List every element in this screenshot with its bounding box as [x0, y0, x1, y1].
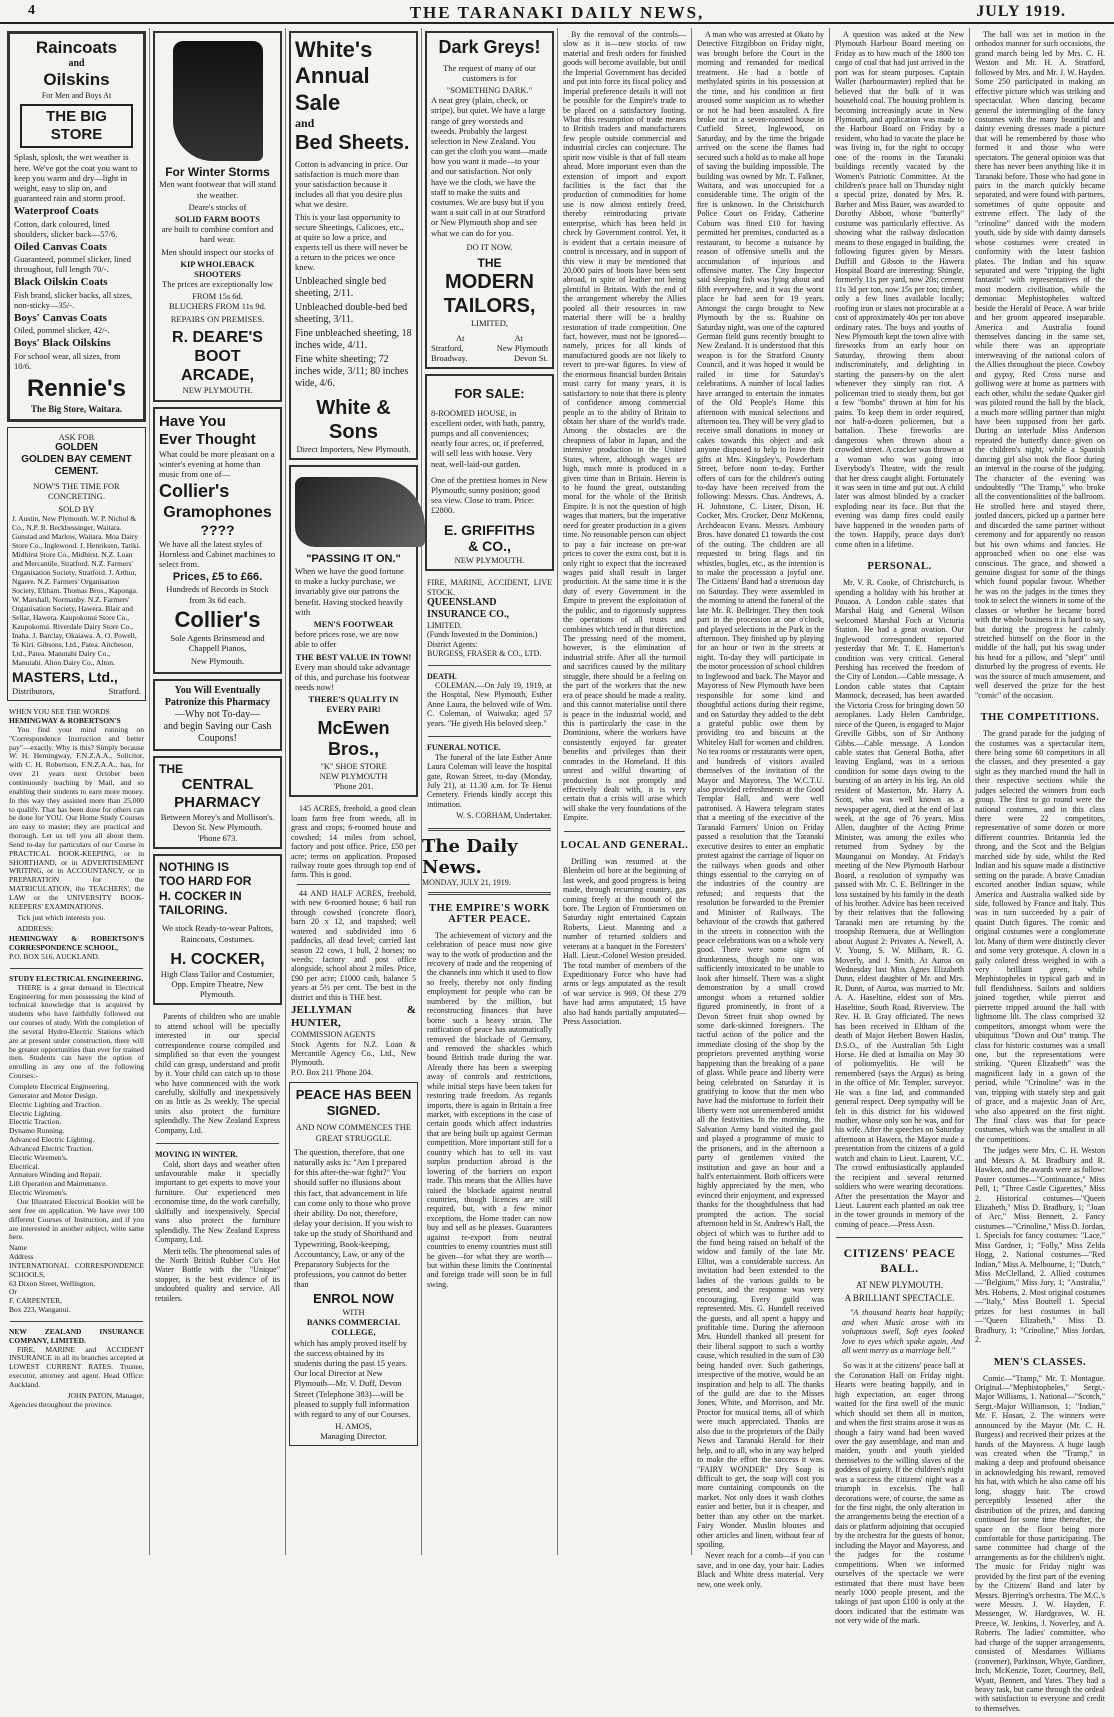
ad-text: We have all the latest styles of Hornless and Cabinet machines to select from.: [159, 539, 276, 570]
ad-text: Opp. Empire Theatre, New Plymouth.: [159, 979, 276, 999]
listing-text: 44 AND HALF ACRES, freehold, with new 6-roomed house; 6 bail run through cowshed (concrete floor), barn 20 x 12, and trapshed; well watered and subdivided into 6 paddocks, all dead level; carried last season 22 cows, 1 bull, 2 horses; no weeds; factory and post office alongside, school about 2 miles. Price, £90 per acre; £1000 cash, balance 5 years at 5½ per cent. The best in the district and this is THE best.: [291, 889, 416, 1002]
ad-text: 'Phone 673.: [159, 833, 276, 843]
ad-text: BURGESS, FRASER & CO., LTD.: [427, 649, 552, 658]
store-name: R. DEARE'S: [159, 328, 276, 347]
sale-item: Fine unbleached sheeting, 18 inches wide, 4/11.: [295, 328, 412, 352]
ad-title: Sale: [295, 90, 412, 116]
sale-item: Fine white sheeting; 72 inches wide, 3/11; 80 inches wide, 4/6.: [295, 354, 412, 390]
divider: [428, 665, 551, 666]
raincoat-item: [14, 241, 139, 275]
item-name: Waterproof Coats: [14, 205, 98, 217]
ad-text: Stratford,: [431, 343, 463, 353]
ad-text: Coupons!: [159, 733, 276, 745]
divider: [10, 968, 143, 969]
article-text: A question was asked at the New Plymouth Harbour Board meeting on Friday as to how much of the 1800 ton cargo of coal that had just arrived in the port was for steam purposes. Captain Waller (harbourmaster) replied that he believed that the bulk of it was household coal. The housing problem is becoming increasingly acute in New Plymouth, and application was made to the Harbour Board on Friday by a resident, who had to vacate the place he was living in, for the right to occupy one of the rooms in the Taranaki buildings recently vacated by the Women's Patriotic Committee. At the children's peace ball on Thursday night a special prize, donated by Mrs. R. Barber and Miss Bauer, was awarded to Dorothy Abbott, whose "butterfly" costume was particularly effective. As showing what the railway dislocation means to those engaged in building, the following figures given by Messrs. Duffill and Gibson to the Hawera Hospital Board are interesting: Shingle, formerly 11s per yard, now 20s; cement 11s 3d per ton, now 15s per ton; timber, only a few lines available locally; roofing iron or slates not procurable at a cost of approximately 40s per ton above ordinary rates. The boys and youths of New Plymouth kept the town alive with fireworks from an early hour on Saturday, throwing them about indiscriminately, and delighting in starting the passers-by on the alert whenever they simply ran riot. A policeman tried to steady them, but got a few "bombs" thrown at him for his pains. To keep them in order required, not half-a-dozen policemen, but a battalion. These fireworks are dangerous when thrown about a crowded street. A cracker was thrown at a woman who was going into Everybody's Theatre, with the result that her dress caught alight. Fortunately it was seen in time and put out. A child later was almost blinded by a cracker exploding near its face. But that the evening was damp fires could easily have happened in the wooden parts of the town. Happily, peace days don't come often in a lifetime.: [835, 30, 964, 549]
ad-product: KIP WHOLEBACK SHOOTERS: [159, 259, 276, 279]
college-name: BANKS COMMERCIAL COLLEGE,: [294, 1317, 413, 1337]
article-text: Never reach for a comb—if you can save, and in one day, your hair. Ladies Black and White dress material. Very new, one week only.: [697, 1551, 824, 1589]
item-desc: Guaranteed, pommel slicker, lined throughout, full length 70/-.: [14, 254, 139, 274]
editorial-continued: [558, 28, 691, 827]
ad-text: What could be more pleasant on a winter's evening at home than music from one of—: [159, 449, 276, 480]
ad-text: THERE is a great demand in Electrical Engineering for men possessing the kind of technical knowledge that is acquired by students who have faithfully followed out our courses of study. With the completion of the several Hydro-Electric Stations which are at present under construction, there will be greater opportunities than ever for trained men. Students can have the option of enrolling in any one of the following Courses:-: [9, 984, 144, 1081]
article-subhead: AT NEW PLYMOUTH.: [830, 1280, 969, 1290]
ad-text: Men want footwear that will stand the weather.: [159, 179, 276, 199]
ad-text: NEW PLYMOUTH: [295, 771, 412, 781]
store-name: ARCADE,: [159, 366, 276, 385]
raincoat-item: [14, 276, 139, 310]
column-7: [830, 28, 970, 1555]
column-8: [970, 28, 1110, 1555]
ad-title: NOTHING IS: [159, 860, 276, 874]
brand-name: Collier's: [159, 481, 276, 503]
article-heading: CITIZENS' PEACE BALL.: [830, 1246, 969, 1276]
ball-article: [830, 1359, 969, 1629]
ad-text: One of the prettiest homes in New Plymouth; sunny position; good sea view. Close to tram. Price: £2800.: [431, 475, 548, 516]
item-name: Boys' Canvas Coats: [14, 312, 107, 324]
ad-text: ADDRESS:: [9, 925, 144, 934]
ad-title: Patronize this Pharmacy: [159, 697, 276, 709]
store-name: BOOT: [159, 347, 276, 366]
item-name: Boys' Black Oilskins: [14, 337, 111, 349]
ad-text: and: [14, 58, 139, 70]
ad-title: TAILORING.: [159, 903, 276, 917]
ad-text: SOLD BY: [12, 504, 141, 514]
personal-news: [830, 576, 969, 1233]
parents-notice: [150, 1010, 285, 1139]
company-name: QUEENSLAND INSURANCE CO.,: [427, 597, 552, 621]
cement-ad: [7, 427, 146, 702]
ad-text: NEW PLYMOUTH.: [431, 555, 548, 565]
column-6: [692, 28, 830, 1555]
ad-text: Box 223, Wanganui.: [9, 1306, 144, 1315]
listing-text: 145 ACRES, freehold, a good clean loam farm free from weeds, all in grass and crops; 6-roomed house and cowshed; 14 miles from school, factory and post office. Price, £50 per acre; terms on application. Proposed railway route goes through top end of farm. This is good.: [291, 804, 416, 880]
raincoats-ad: [7, 31, 146, 422]
ad-text: Distributors,: [12, 686, 55, 696]
ad-title: NEW ZEALAND INSURANCE COMPANY, LIMITED.: [9, 1328, 144, 1346]
course-item: Complete Electrical Engineering.: [9, 1083, 144, 1092]
ad-text: This is your last opportunity to secure Sheetings, Calicoes, etc., at quite so low a price, and experts tell us there will never be a return to the prices we once knew.: [295, 212, 412, 273]
ad-title: Annual: [295, 63, 412, 89]
quote-text: "A thousand hearts beat happily; and when Music arose with its voluptuous swell, Soft eyes looked love to eyes which spake again, And all went merry as a marriage bell.": [842, 1308, 964, 1355]
ad-text: For Men and Boys At: [14, 91, 139, 101]
ad-title: SIGNED.: [294, 1103, 413, 1119]
competitions: [970, 727, 1110, 1348]
ad-text: Stratford.: [109, 686, 141, 696]
ad-text: Sole Agents Brinsmead and Chappell Pianos,: [159, 633, 276, 653]
ad-text: DO IT NOW.: [431, 242, 548, 252]
ad-title: PEACE HAS BEEN: [294, 1087, 413, 1103]
cocker-ad: [153, 854, 282, 1006]
section-heading: MEN'S CLASSES.: [970, 1357, 1110, 1368]
store-name: TAILORS,: [431, 294, 548, 318]
article-text: So was it at the citizens' peace ball at the Coronation Hall on Friday night. Hearts were beating happily, and in high expectation, an eager throng waited for the first swell of the music which should set them all in motion, and when the first strains arose it was as though a fairy wand had been waved over the gay assemblage, and man and maiden, youth and youth yielded themselves to the willing slaves of the goddess of gaiety. If the children's night was a success the citizens' night was a triumph in excelsis. The hall decorations were, of course, the same as for the first night, the only alteration in the arrangements being the erection of a dais or platform adjoining that occupied by the orchestra for the guests of honor, including the Mayor and Mayoress, and the judges for the costume competitions. When we informed ourselves of the spectacle we were estimated that there must have been nearly 1000 people present, and the takings of just upon £100 is only at the doors indicated that the estimate was not very wide of the mark.: [835, 1361, 964, 1625]
ad-text: 'Phone 201.: [295, 781, 412, 791]
ad-title: TOO HARD FOR: [159, 874, 276, 888]
form-field-label: Name: [9, 1244, 144, 1253]
course-item: Electric Lighting.: [9, 1110, 144, 1119]
ad-title: STUDY ELECTRICAL ENGINEERING.: [9, 975, 144, 984]
insurance-ad: [4, 1326, 149, 1412]
sale-item: Unbleached double-bed bed sheeting, 3/11.: [295, 302, 412, 326]
divider: [836, 1237, 963, 1238]
section-heading: LOCAL AND GENERAL.: [558, 840, 691, 851]
ad-text: Deare's stocks of: [159, 202, 276, 212]
item-desc: Cotton, dark coloured, lined shoulders, slicker back—57/6.: [14, 219, 139, 239]
course-item: Electric Wiremen's.: [9, 1189, 144, 1198]
agent-name: E. GRIFFITHS: [431, 522, 548, 539]
ad-text: Our Illustrated Electrical Booklet will be sent free on application. We have over 100 different Courses of Instruction, and if you are interested in another subject, write same here.: [9, 1198, 144, 1242]
ad-text: before prices rose, we are now able to offer: [295, 629, 412, 649]
course-item: Electric Traction.: [9, 1118, 144, 1127]
ad-text: JOHN PATON, Manager,: [9, 1392, 144, 1401]
ad-text: P.O. BOX 516, AUCKLAND.: [9, 953, 144, 962]
ad-text: NOW'S THE TIME FOR CONCRETING.: [12, 481, 141, 501]
item-desc: For school wear, all sizes, from 10/6.: [14, 351, 139, 371]
article-text: Drilling was resumed at the Blenheim oil bore at the beginning of last week, and good progress is being made, through recurring country, gas coming freely at the mouth of the bore. The Legion of Frontiersmen on Saturday night entertained Captain Roberts, Lieut. Manning and a number of returned soldiers and veterans at a banquet in the Foresters' Hall. Lieut.-Colonel Weston presided. The total number of members of the Expeditionary Force who have had arms or legs amputated as the result of war service is 969. Of these 279 have had arms amputated; 15 have also had hands partially amputated—Press Association.: [563, 857, 686, 1027]
article-text: Parents of children who are unable to attend school will be specially interested in our special correspondence course compiled and simplified so that even the youngest child can grasp, understand and profit by it. Your child can catch up to those who have commenced with the work carefully, skilfully and inexpensively on as little as 2s weekly. The special units also protect the furniture splendidly. The New Zealand Express Company, Ltd.: [155, 1012, 280, 1135]
item-name: Black Oilskin Coats: [14, 276, 108, 288]
ad-title: White's: [295, 37, 412, 63]
divider: [156, 1143, 279, 1144]
item-desc: Oiled, pommel slicker, 42/-.: [14, 325, 139, 335]
course-item: Electric Lighting and Traction.: [9, 1101, 144, 1110]
raincoat-item: [14, 337, 139, 371]
store-name: THE: [431, 256, 548, 270]
course-item: Generator and Motor Design.: [9, 1092, 144, 1101]
editorial-masthead: The Daily News.: [422, 836, 557, 878]
sale-item: Unbleached single bed sheeting, 2/11.: [295, 276, 412, 300]
agent-name: & CO.,: [431, 538, 548, 555]
ad-text: Or: [9, 1288, 144, 1297]
ad-text: ASK FOR: [12, 432, 141, 442]
ad-text: H. AMOS,: [294, 1421, 413, 1431]
column-2: [150, 28, 286, 1555]
raincoat-item: [14, 312, 139, 335]
issue-date: JULY 1919.: [976, 3, 1066, 21]
ad-product: Gramophones: [159, 503, 276, 522]
distributor-name: MASTERS, Ltd.,: [12, 669, 141, 686]
ad-product: MEN'S FOOTWEAR: [295, 619, 412, 629]
notice-text: The funeral of the late Esther Anne Laura Coleman will leave the hospital gate, Rowan Street, to-day (Monday, July 21), at 11.30 a.m. for Te Henui Cemetery. Friends kindly accept this intimation.: [427, 753, 552, 810]
ad-text: Managing Director.: [294, 1431, 413, 1441]
agent-name: JELLYMAN & HUNTER,: [291, 1004, 416, 1030]
ad-title: "PASSING IT ON.": [295, 553, 412, 566]
notice-text: COLEMAN.—On July 19, 1919, at the Hospital, New Plymouth, Esther Anne Laura, the beloved wife of Wm. C. Coleman, of Waiwaka; aged 57 years. "He giveth His beloved sleep.": [427, 681, 552, 728]
ad-text: LIMITED,: [431, 318, 548, 328]
store-name: THE BIG STORE: [20, 104, 133, 148]
article-text: Comic—"Tramp," Mr. T. Montague. Original—"Mephistopheles," Sergt.-Major Williams, 1. National—"Scotch," Sergt.-Major Williamson, 1; "Indian," Mr. F. Hosan, 2. The winners were announced by the Mayor (Mr. C. H. Burgess) and received their prizes at the hands of the Mayoress. A huge laugh was created when the "Tramp," in making a deep and profound obeisance in acknowledging his reward, removed his hat, with which he also came off his long, shaggy hair. The crowd perceptibly lessened after the distribution of the prizes, and dancing continued for some time thereafter, the space on the floor being more comfortable for those participating. The same committee had charge of the arrangements as for the children's night. The music for Friday night was provided by the first part of the evening by the Citizens' Band and later by Messrs. Bjerring's orchestra. The M.C.'s were Messrs. J. W. Hayden, F. Messenger, W. Hardgraves, W. H. Preece, W. Jenkins, J. Noverley, and A. Roberts. The ladies' committee, who had charge of the supper arrangements, consisted of Mesdames Williams (convener), Parkinson, Whyte, Gardiner, Inch, McKenzie, Tozer, Courtney, Bell, Wyatt, Bennett, and Yates. They had a heavy task, but came through the ordeal with satisfaction to everyone and credit to themselves.: [975, 1374, 1105, 1714]
ad-text: 63 Dixon Street, Wellington,: [9, 1280, 144, 1289]
course-item: Dynamo Running.: [9, 1127, 144, 1136]
course-item: Advanced Electric Lighting.: [9, 1136, 144, 1145]
ad-text: Cotton is advancing in price. Our satisfaction is much more than your satisfaction because it includes all that you desire plus what we desire.: [295, 159, 412, 210]
ad-text: New Plymouth: [497, 343, 548, 353]
ad-text: Between Morey's and Mollison's.: [159, 812, 276, 822]
ad-text: A neat grey (plain, check, or stripe), but quiet. We have a large range of grey worsteds and tweeds. Probably the largest selection in New Zealand. You can get the cloth you want—made how you want it made—to your and our satisfaction. Not only have we the cloth, we have the staff to make the suits and costumes. We are busy but if you want a suit call in at our Stratford or New Plymouth shop and see what we can do for you.: [431, 95, 548, 238]
ad-title: THE: [159, 762, 276, 776]
ad-footer: Direct Importers, New Plymouth.: [295, 444, 412, 454]
ad-text: Tick just which interests you.: [9, 914, 144, 923]
ad-price: Prices, £5 to £66.: [159, 571, 276, 584]
local-news-continued: [692, 28, 829, 1593]
ad-title: FOR SALE:: [431, 386, 548, 402]
ad-text: and: [295, 116, 412, 130]
article-text: Cold, short days and weather often unfavourable make it specially important to get experts to move your furniture. Our experienced men economise time, do the work carefully, skilfully and inexpensively. Special vans also protect the furniture splendidly. The New Zealand Express Company, Ltd.: [155, 1160, 280, 1245]
peace-college-ad: [289, 1082, 418, 1446]
ad-text: and begin Saving our Cash: [159, 721, 276, 733]
modern-tailors-ad: [425, 31, 554, 369]
white-sale-ad: [289, 31, 418, 460]
divider: [428, 892, 551, 895]
branch-line: [431, 333, 548, 343]
article-text: The judges were Mrs. C. H. Weston and Messrs A. M. Bradbury and R. Hawken, and the awards were as follow: Poster costumes—"Continuance," Miss Pell, 1; "Three Castle Cigarettes," Miss 2. Historical costumes—"Queen Elizabeth," Miss D. Bradbury, 1; "Joan of Arc," Miss Bennett, 2. Fancy costumes—"Crinoline," Miss D. Jordan, 1. Specials for fancy costumes: "Lace," Miss Gardner, 1; "Folly," Miss Zelda Hogg, 2. National costumes—"Red Indian," Miss A. Melbourne, 1; "Dutch," Miss McClelland, 2. Allied costumes—"Belgium," Miss Jury, 1; "Australia," Mrs. Hoberts, 2. Most original costumes—"Italy," Miss Bouttell 1. Special prizes for best costumes in ball—"Queen Elizabeth," Miss D. Bradbury, 1; "Crinoline," Miss Jordan, 2.: [975, 1146, 1105, 1344]
distributor-line: [12, 686, 141, 696]
ad-text: Broadway.: [431, 353, 468, 363]
item-desc: Fish brand, slicker backs, all sizes, non-sticky—35/-.: [14, 290, 139, 310]
ad-text: Devon St. New Plymouth.: [159, 822, 276, 832]
divider: [564, 831, 685, 832]
ad-text: "K" SHOE STORE: [295, 761, 412, 771]
ad-text: Devon St.: [514, 353, 548, 363]
article-text: Mr. V. R. Cooke, of Christchurch, is spending a holiday with his brother at Pouaoa. A London cable states that Marshal Haig and General Wilson welcomed Marshal Foch at Victoria Station. He had a great ovation. Our Inglewood correspondent reported yesterday that Mr. T. E. Hamerton's condition was very critical. General Pershing has received the freedom of the City of London.—Cable message. A London cable states that Captain Mannock, deceased, has been awarded the Victoria Cross for bringing down 50 aeroplanes. Lady Helen Cambridge, niece of the Queen, is engaged to Major Greville Gibbs, son of Sir Anthony Gibbs.—Cable message. A London cable states that General Botha, after leaving England, was in a serious condition for some days owing to the bursting of an artery in his leg. An old resident of Masterton, Mr. Harry A. Scott, who was well known as a newspaper agent, died at the end of last week, at the age of 76 years. Miss Allen, daughter of the Acting Prime Minister, was among the exiles who returned from Sydney by the Maunganui on Monday. At Friday's meeting of the New Plymouth Harbour Board, a resolution of sympathy was passed with Mr. C. E. Bellringer in the loss sustained by his family in the death of his brother. Advice has been received by their relatives that the following Taranaki men are returning by the troopship Remuera, due at Wellington about August 2: Privates A. Newell, A. V. Young, S. W. Milham, R. G. Moverly, and J. Smith. At Auroa on Wednesday last Miss Agnes Elizabeth Dunn, eldest daughter of Mr. and Mrs. R. Dunn, of Auroa, was married to Mr. A. A. Haseltine, eldest son of Mrs. Haseltine, South Road, Riverview. The Rev. H. B. Gray officiated. The news has been received in Eltham of the death of Major Herbert Bowen Haslin, D.S.O., of the Australian 5th Light Horse. He died at Ismailia on May 30 of poliomyelitis. He will be remembered (says the Argus) as being in the office of Mr. Templer, surveyor. He was a fine lad, and commanded general respect. Deep sympathy will be felt in this district for his widowed mother, whose only son he was, and for his wife. After the speeches on Saturday afternoon at Hawera, the Mayor made a presentation from the citizens of a gold watch and chain to Lieut. Laurent, V.C. The crowd enthusiastically applauded the recipient and several returned soldiers who were wearing decorations. After the presentation the Mayor and Lieut. Laurent each planted an oak tree in the tower grounds in memory of the coming of peace.—Press Assn.: [835, 578, 964, 1229]
ad-text: The question, therefore, that one naturally asks is: "Am I prepared for this after-the-war fight?" You should suffer no illusions about this fact, that advancement in life can come only to those who prove their ability. Do not, therefore, delay your decision. If you wish to take up the study of Shorthand and Typewriting, Book-keeping, Accountancy, Law, or any of the Preparatory Subjects for the professions, you cannot do better than: [294, 1147, 413, 1290]
brand-name: Collier's: [159, 607, 276, 633]
ad-text: AND NOW COMMENCES THE GREAT STRUGGLE.: [294, 1122, 413, 1142]
editorial-article: [422, 929, 557, 1294]
ad-title: Dark Greys!: [431, 37, 548, 59]
article-heading: THE EMPIRE'S WORK AFTER PEACE.: [422, 903, 557, 925]
ball-article-continued: [970, 28, 1110, 704]
column-3: [286, 28, 422, 1555]
ad-title: Have You: [159, 413, 276, 431]
brand-name: White & Sons: [295, 396, 412, 444]
funeral-notice: [422, 741, 557, 823]
article-text: A man who was arrested at Okato by Detective Fitzgibbon on Friday night, was brought before the Court in the morning and remanded for medical treatment. He had a bottle of methylated spirits in his possession at the time, and his condition at first aroused some suspicion as to whether or not he had been assaulted. A fire broke out in a seven-roomed house in Cutfield Street, Inglewood, on Saturday, and by the time the brigade arrived on the scene the flames had secured such a hold as to make all hope of saving the building impossible. The building was owned by Mr. T. Falkner, Waitara, and was unoccupied for a considerable time. The origin of the fire is unknown. In the Christchurch Police Court on Friday, Catherine Coburn was fined £10 for having permitted her premises, conducted as a restaurant, to become a nuisance by reason of offensive smells and the accumulation of injurious and offensive matter. The City Inspector said sleeping fish was lying about and filth everywhere, and it was the worst place he had seen for 19 years. Amongst the cargo brought to New Plymouth by the ss. Ruahine on Saturday night, was one of the captured German field guns recently brought to New Zealand. It is understood that this weapon is for the Stratford County Council, and it was hoped it would be railed in time for Saturday's celebrations. A number of local ladies have arranged to entertain the inmates of the Old People's Home this afternoon with musical selections and afternoon tea. They will be very glad to receive small donations in money or cakes towards this object and ask anyone disposed to help to leave their gifts at Mrs. Kingsley's, Powderham Street, before noon to-day. Further offers of cars for the children's outing to-day have been received from the following: Messrs. Chas. Andrews, A. H. Johnstone, C. Lister, Dixon, H. Cocker, Mrs. Crocker, Denz McKenna, Archdeacon Evans. Messrs. Amboury Bros. have donated £1 towards the cost of the outing. The children are all requested to bring flags and tin whistles, bugles, etc., as the intention is to make the procession a joyful one. The Citizens' Band had a strenuous day on Saturday. They were assembled in the morning to attend the funeral of the late Mr. R. Bellringer. They then took part in the procession at one o'clock, and played selections in the Park in the afternoon. They finished up by playing for an hour or two in the streets at night. To-day they will participate in the motor procession of school children to Inglewood and back. The Mayor and Mayoress of New Plymouth have been responsible for some kind and thoughtful actions during their regime, and on Saturday they added to the debt a grateful public owe them by providing tea and biscuits at the Whiteley Hall for women and children. No tea rooms or restaurants were open, and hundreds of visitors availed themselves of the invitation of the Mayor and Mayoress. The W.C.T.U. also provided refreshments at the Good Templar Hall, and were well patronised. A Hawera telegram states that a meeting of the executive of the Taranaki Farmers' Union on Friday passed a resolution that the Taranaki executive desires to enter an emphatic protest against the carriage of liquor on the railways when goods and other things essential to the carrying on of the industries of the country are refused; and requests that the resolution be forwarded to the Premier and Minister of Railways. The behaviour of the crowds that gathered in the streets in connection with the peace celebrations was on a whole very good. There were some signs of drunkenness, though no one was sufficiently intoxicated to be unable to look after himself. There was a slight demonstration by a small crowd amongst whom a returned soldier figured prominently, in front of a Devon Street fruit shop owned by some dark-skinned foreigners. The tactful action of the police and the immediate closing of the shop by the proprietors prevented anything worse happening than the breaking of a pane of glass. While peace and liberty were being celebrated on Saturday it is gratifying to know that the men who have had the misfortune to forfeit their liberty were not unremembered amidst all the festivities. In the morning, the Salvation Army band visited the gaol and played a programme of music to the prisoners, and in the afternoon a party of gentlemen visited the institution and gave an hour and a half's entertainment. Both officers were highly appreciated by the men, who evinced their enjoyment, and expressed thanks for the thoughtfulness that had prompted the action. The social afternoon held in St. Andrew's Hall, the object of which was to further add to the fund being raised on behalf of the widow and family of the late Mr. Elliot, was a considerable success. An invitation had been extended to the ladies of the various guilds to be present, and the response was very encouraging. Every guild was represented. Mrs. G. Hundell received the guests, and all spent a happy and profitable time. During the afternoon Mrs. Hundell thanked all present for their liberal support to such a worthy cause, which resulted in the sum of £30 being handed over. Such gatherings, irrespective of the motive, would be an inspiration and help to all. The thanks of the guild are due to the Misses Jones, White, and Morrison, and Mr. Proctor for musical items, all of which were much appreciated. Thanks are also due to the proprietors of the Daily News and Taranaki Herald for their help, and to all, who in any way helped to make the effort the success it was. "FAIRY WONDER" Dry Soap is difficult to get, the soap will cost you more containing compounds on the market. Not only does it wash clothes easier and better, but it is cheaper, and better than any other on the market. Fairy Wonder. Muslin blouses and other articles and linen, without fear of spoiling.: [697, 30, 824, 1549]
article-text: By the removal of the controls—slow as it is—new stocks of raw material and fresh orders for finished goods will become available, but until the Imperial Government has decided and put into force its fiscal policy and Imperial preference details it will not be possible for the Empire's trade to be placed on a satisfactory footing. What this resumption of trade means to British traders and manufacturers few people outside commercial and industrial circles can conjecture. The spirit now visible is that of full steam ahead. More important even than the extension of import and export facilities is the fact that the production of commodities for home use is now almost entirely freed, thereby reintroducing private enterprise, which has been held in check by Government control. Yet, it is evident that a certain measure of control is necessary, and in support of this view it may be mentioned that 20,000 pairs of boots have been sent abroad, in spite of leather not being plentiful in Britain. With the end of the arrangement whereby the Allies pooled all their resources in raw material there will be a healthy restoration of trade competition. One fact, however, must not be ignored—namely, prices for all kinds of manufactured goods are not likely to revert to pre-war figures. In view of the enormous financial burden Britain must carry for many years, it is satisfactory to note that there is plenty of confidence among commercial people as to the ability of Britain to obtain her share of the world's trade. Among the obstacles are the cheapness of labor in Japan, and the intensive production in the United States, where, although wages are high, much more is produced in a given time than in Britain. Herein is to be found the great, outstanding moral for the whole of the British Empire. It is not the question of high wages that matters, but the imperative need for greater production in a given time. No reasonable person can object to pay a fair increase on pre-war prices to cover the extra cost, but it is only right to expect that the increased wages paid shall result in larger production. At the same time it is the duty of every Government in the Empire to prevent the exploitation of the public, and to rigorously suppress the operations of all trusts and combines which tend in that direction. The pressing need of the moment, however, is the elimination of industrial strife. After all the turmoil and sacrifices caused by the military struggle, there should be a feeling on the part of the workers that the new era of peace should be made a reality, and this cannot materialise until there is peace in the industrial world, and this is particularly the case in the Dominions, where the workers have consistently enjoyed far greater benefits and privileges than their comrades in the Homeland. If this unrest and wilful thwarting of production is not promptly and effectively dealt with, it is very certain that a crisis will arise which will shake the very foundations of the Empire.: [563, 30, 686, 823]
ad-text: At: [456, 333, 465, 343]
poem-quote: [830, 1306, 969, 1359]
ad-text: The prices are exceptionally low: [159, 279, 276, 289]
branch-line: [431, 343, 548, 353]
ad-title: MOVING IN WINTER.: [155, 1150, 280, 1159]
section-heading: PERSONAL.: [830, 561, 969, 572]
queensland-ad: [422, 576, 557, 660]
ad-text: 8-ROOMED HOUSE, in excellent order, with bath, pantry, pumps and all conveniences; nearly four acres, or, if preferred, will sell less with house. Very neat, well-laid-out garden.: [431, 408, 548, 469]
item-name: Oiled Canvas Coats: [14, 241, 107, 253]
course-item: Armature Winding and Repair.: [9, 1171, 144, 1180]
divider: [10, 1321, 143, 1322]
ad-text: ????: [159, 522, 276, 539]
column-5: [558, 28, 692, 1555]
form-field-label: Address: [9, 1253, 144, 1262]
ad-title: Bed Sheets.: [295, 131, 412, 155]
ad-text: are built to combine comfort and hard wear.: [159, 224, 276, 244]
store-name: McEwen Bros.,: [295, 718, 412, 761]
ad-text: New Plymouth.: [159, 656, 276, 666]
divider: [428, 736, 551, 737]
raincoat-item: [14, 205, 139, 239]
article-subhead: A BRILLIANT SPECTACLE.: [830, 1293, 969, 1303]
ad-text: NEW PLYMOUTH.: [159, 385, 276, 395]
ad-text: We stock Ready-to-wear Paltots, Raincoats, Costumes.: [159, 923, 276, 943]
ad-text: which has amply proved itself by the success obtained by its students during the past 15 years. Our local Director at New Plymouth—Mr. V. Duff, Devon Street (Telephone 383)—will be pleased to supply full information with regard to any of our Courses.: [294, 1338, 413, 1420]
ad-title: HEMINGWAY & ROBERTSON'S CORRESPONDENCE SCHOOL,: [9, 935, 144, 953]
ad-text: Every man should take advantage of this, and purchase his footwear needs now!: [295, 662, 412, 693]
electrical-ad: [4, 973, 149, 1317]
jellyman-ad: [286, 802, 421, 1079]
article-text: Merit tells. The phenomenal sales of the North British Rubber Co's Hot Water Bottle with the "Unique" stopper, is the best evidence of its undoubted quality and service. All retailers.: [155, 1247, 280, 1304]
course-item: Advanced Electric Traction.: [9, 1145, 144, 1154]
ad-title: GOLDEN BAY CEMENT: [12, 454, 141, 466]
ad-text: At: [515, 333, 524, 343]
ad-title: ENROL NOW: [294, 1291, 413, 1307]
boot-illustration: [173, 41, 263, 161]
local-news-continued: [830, 28, 969, 553]
death-notice: [422, 670, 557, 733]
ad-text: FIRE, MARINE, ACCIDENT, LIVE STOCK.: [427, 578, 552, 597]
newspaper-title: THE TARANAKI DAILY NEWS,: [0, 3, 1114, 23]
column-4: [422, 28, 558, 1555]
ad-price: FROM 15s 6d.: [159, 291, 276, 301]
rennies-logo: Rennie's: [14, 375, 139, 404]
ad-text: REPAIRS ON PREMISES.: [159, 314, 276, 324]
ad-text: P.O. Box 211 'Phone 204.: [291, 1068, 416, 1077]
article-text: The grand parade for the judging of the costumes was a spectacular item, there being some 60 competitors in all the classes, and they presented a gay sight as they marched round the hall in their respective sections while the judges selected the winners from each group. The first to go round were the national costumes, and in this class there were 22 competitors, representative of some dozen or more different countries. Britannia led the throng, and the Scot and the Belgian marched side by side, whilst the Red Indian and his squaw made a distinctive setting on the parade. A brave Canadian escorted another Indian squaw, while America and Australia walked side by side, followed by France and Italy. This was in turn succeeded by a pair of quaint Dutch figures. The comic and original costumes were a conglomerate lot. Many of them were distinctly clever and some very grotesque. A clown in a gaily colored dress weighed in with a very brilliant green, while Mephistopheles in typical garb and in full flendishness. Sailors and soldiers joined together, while pierrot and pierrette tripped around the hall with lightsome lilt. The class comprised 32 competitors, amongst whom were the ubiquitous "Down and Out" tramp. The class for historic costumes was a small one, but the representations were striking. "Queen Elizabeth" was the magnificent lady in a gown of the period, while "Crinoline" was in the van, tripping with stately step and gait of grace, and a majestic Joan of Arc, who also appeared on the first night. The final class was that for peace costumes, which was the smallest in all the competitions.: [975, 729, 1105, 1144]
ad-text: LIMITED.: [427, 621, 552, 630]
ad-title: INTERNATIONAL CORRESPONDENCE SCHOOLS,: [9, 1262, 144, 1280]
ad-text: Stock Agents for N.Z. Loan & Mercantile Agency Co., Ltd., New Plymouth.: [291, 1040, 416, 1068]
editorial-date: MONDAY, JULY 21, 1919.: [422, 878, 557, 887]
article-text: The achievement of victory and the celebration of peace must now give way to the work of production and the recovery of trade and the reopening of the channels into which it used to flow so freely, thereby not only finding employment for people who can be numbered by the million, but reconstructing finances that have borne such a heavy strain. The ratification of peace has automatically removed the blockade of Germany, and removed the shackles which bound British trade during the war. Already there has been a sweeping away of controls and restrictions, while initial steps have been taken for restoring trade freedom. As regards imports, there is again in Britain a free market, with exceptions in the case of certain goods which affect industries that are being built up against German competition. More important still for a country which has to sell its vast surplus production abroad is the lowering of the barriers on export trade. This means that the Allies have raised the blockade against neutral countries, though licences are still required, but, with a few minor exceptions, the Home trader can now buy and sell as he pleases. Guarantees against re-export from neutral countries to enemy countries must still be given—for what they are worth—but within these limits the Continental and foreign trade will soon be in full swing.: [427, 931, 552, 1290]
ad-title: CEMENT.: [12, 466, 141, 478]
ad-text: District Agents:: [427, 640, 552, 649]
store-name: MODERN: [431, 270, 548, 294]
ad-text: COMMISSION AGENTS: [291, 1030, 416, 1039]
ad-text: Hundreds of Records in Stock from 3s 6d each.: [159, 584, 276, 604]
mcewen-ad: [289, 465, 418, 798]
article-text: The ball was set in motion in the orthodox manner for such occasions, the grand march being led by Mrs. C. H. Weston and Mr. H. A. Stratford, followed by Mrs. and Mr. J. W. Hayden. Some 250 participated in making an effective picture which was striking and spectacular. When dancing became general the intermingling of the fancy costumes with the many beautiful and dainty evening dresses made a picture that will be remembered by those who formed it and those who were spectators. The general opinion was that there has never been anything like it in Taranaki before. Those who had gone in pairs in the march quickly became separated, and were found with partners, sometimes of quite opposite and extreme effect. The lady of the "crinoline" danced with the modern youth, side by side with dainty damsels whose costumes were created in conformity with the latest fashion plates. The Indian and his squaw separated and were "tripping the light fantastic" with representatives of the most modern civilisation, while the demoniac Mephistopheles waltzed beside the Herald of Peace. A war bride and her groom appeared inseparable. America and Australia found themselves dancing in the same set, while there was an appropriate interweaving of the national colors of the Allies throughout the piece. Cowboy and gypsy, Red Cross nurse and golliwog were at home as partners with each other, whilst the sedate Quaker girl was piloted round the hall by the black, a much more willing partner than might have been supposed from her garb. During an interlude Miss Anderson repeated the butterfly dance given on the children's night, while a Spanish dancing girl also took the floor during an interval in the course of the judging. The character of the evening was undoubtedly "The Tramp," who broke all the conventionalities of the ballroom. He strolled here and stayed there, jostled dancers, picked up a partner here and discarded the same partner without ceremony and for apparently no reason but his own whims and fancies. He approached when no one else was conscious. The grace, and showed a genuine disgust for some of the things which found popular favour. Whether he was on the judges in the times they took to select the winners in some of the classes or whether he became bored with the whole business it is hard to say, but during the progress he calmly stretched himself on the floor in the middle of the hall, put his swag under his head for a pillow, and "slept" until disturbed by the progress of events. He was the source of much amusement, and well deserved the prize for the best "comic" of the occasion.: [975, 30, 1105, 700]
course-item: Electric Wiremen's.: [9, 1154, 144, 1163]
section-heading: FUNERAL NOTICE.: [427, 743, 552, 752]
mens-classes: [970, 1372, 1110, 1717]
ad-text: WHEN YOU SEE THE WORDS: [9, 708, 144, 717]
branch-line: [431, 353, 548, 363]
ad-text: THE BEST VALUE IN TOWN!: [295, 652, 412, 662]
ad-text: The request of many of our customers is for: [431, 63, 548, 83]
ad-title: PHARMACY: [159, 794, 276, 812]
masthead: [0, 0, 1114, 24]
divider: [428, 828, 551, 831]
ad-text: Agencies throughout the province.: [9, 1401, 144, 1410]
central-pharmacy-ad: [153, 756, 282, 849]
section-heading: THE COMPETITIONS.: [970, 712, 1110, 723]
divider: [297, 884, 410, 885]
hemingway-ad: [4, 706, 149, 964]
ad-text: Men should inspect our stocks of: [159, 247, 276, 257]
page-number: 4: [28, 3, 35, 19]
local-news: [558, 855, 691, 1031]
ad-text: When we have the good fortune to make a lucky purchase, we invariably give our patrons the benefit. Having stocked heavily with: [295, 566, 412, 617]
ad-text: Splash, splosh, the wet weather is here. We've got the coat you want to keep you warm and dry—light in weight, easy to slip on, and guaranteed rain and storm proof.: [14, 152, 139, 203]
ad-text: F. CARPENTER,: [9, 1297, 144, 1306]
ad-text: THERE'S QUALITY IN EVERY PAIR!: [295, 694, 412, 714]
for-sale-ad: [425, 374, 554, 571]
ad-footer: The Big Store, Waitara.: [14, 404, 139, 415]
ad-text: "SOMETHING DARK.": [431, 85, 548, 95]
notice-text: W. S. CORHAM, Undertaker.: [427, 811, 552, 820]
store-name: H. COCKER,: [159, 950, 276, 969]
ad-text: —Why not To-day—: [159, 709, 276, 721]
ad-text: You find your mind running on "Correspondence Instruction and better pay"—exactly. Why is this? Simply because W. H. Hemingway, F.N.Z.A.A., Solicitor, with C. H. Robertson, F.N.Z.A.A., has, for over 21 years next October been continuously teaching by Mail, and so enabling their students to earn more money. In this way they assisted more than 25,000 to qualify. That has been done for others can be done for YOU. Our Home Study Courses are easy to master; they are practical and thorough. Let us tell you all about them. Send to-day for particulars of our Course in PRACTICAL BOOK-KEEPING, or in SHORTHAND, or in ADVERTISEMENT WRITING, or in ACCOUNTANCY, or in PREPARATION for the MATRICULATION, the TEACHERS', the LAW or the UNIVERSITY BOOK-KEEPERS' EXAMINATIONS.: [9, 726, 144, 912]
ad-text: WITH: [294, 1307, 413, 1317]
pharmacy-ad: [153, 679, 282, 751]
ad-text: FIRE, MARINE and ACCIDENT INSURANCE in all its branches accepted at LOWEST CURRENT RATES. Trustee, executor, attorney and agent. Head Office: Auckland.: [9, 1346, 144, 1390]
ad-price: BLUCHERS FROM 11s 9d.: [159, 301, 276, 311]
column-1: [4, 28, 150, 1555]
moving-notice: [150, 1148, 285, 1307]
seller-list: J. Austin, New Plymouth. W. P. Nichol & Co., N.P. R. Beckbessinger, Waitara. Gunstad and Marlow, Waitara. Moa Dairy Store Co., Inglewood. J. Henriksen, Tariki. Midhirst Store Co., Midhirst. N.Z. Loan and Mercantile, Stratford. N.Z. Farmers' Organisation Society, Stratford. J. Arthur, Ngaere. N.Z. Farmers' Organisation Society, Eltham. Thomas Bros., Kaponga. W. Marshall, Normanby. N.Z. Farmers' Organisation Society, Hawera. Blair and Sellar, Hawera. Kaupokonui Store Co., Kaupokonui. Riverdale Dairy Store Co., Inaha. J. Barclay, Okaiawa. A. O. Powell, Te Kiri. Gibsons, Ltd., Patea. Aitcheson, Ltd., Patea. Manutahi Dairy Co., Manutahi. Alton Dairy Co., Alton.: [12, 514, 141, 667]
collier-ad: [153, 407, 282, 674]
deare-boot-ad: [153, 31, 282, 402]
course-item: Lift Operation and Maintenance.: [9, 1180, 144, 1189]
ad-title: Oilskins: [14, 70, 139, 90]
course-item: Electrical.: [9, 1163, 144, 1172]
ad-title: For Winter Storms: [159, 165, 276, 179]
ad-product: SOLID FARM BOOTS: [159, 214, 276, 224]
ad-text: (Funds Invested in the Dominion.): [427, 630, 552, 639]
ad-title: HEMINGWAY & ROBERTSON'S: [9, 717, 144, 726]
ad-title: Raincoats: [14, 38, 139, 58]
ad-title: GOLDEN: [12, 442, 141, 454]
ad-title: CENTRAL: [159, 776, 276, 794]
ad-title: Ever Thought: [159, 431, 276, 449]
section-heading: DEATH.: [427, 672, 552, 681]
shoe-illustration: [295, 477, 425, 547]
ad-title: H. COCKER IN: [159, 889, 276, 903]
ad-text: High Class Tailor and Costumier,: [159, 969, 276, 979]
ad-title: You Will Eventually: [159, 685, 276, 697]
